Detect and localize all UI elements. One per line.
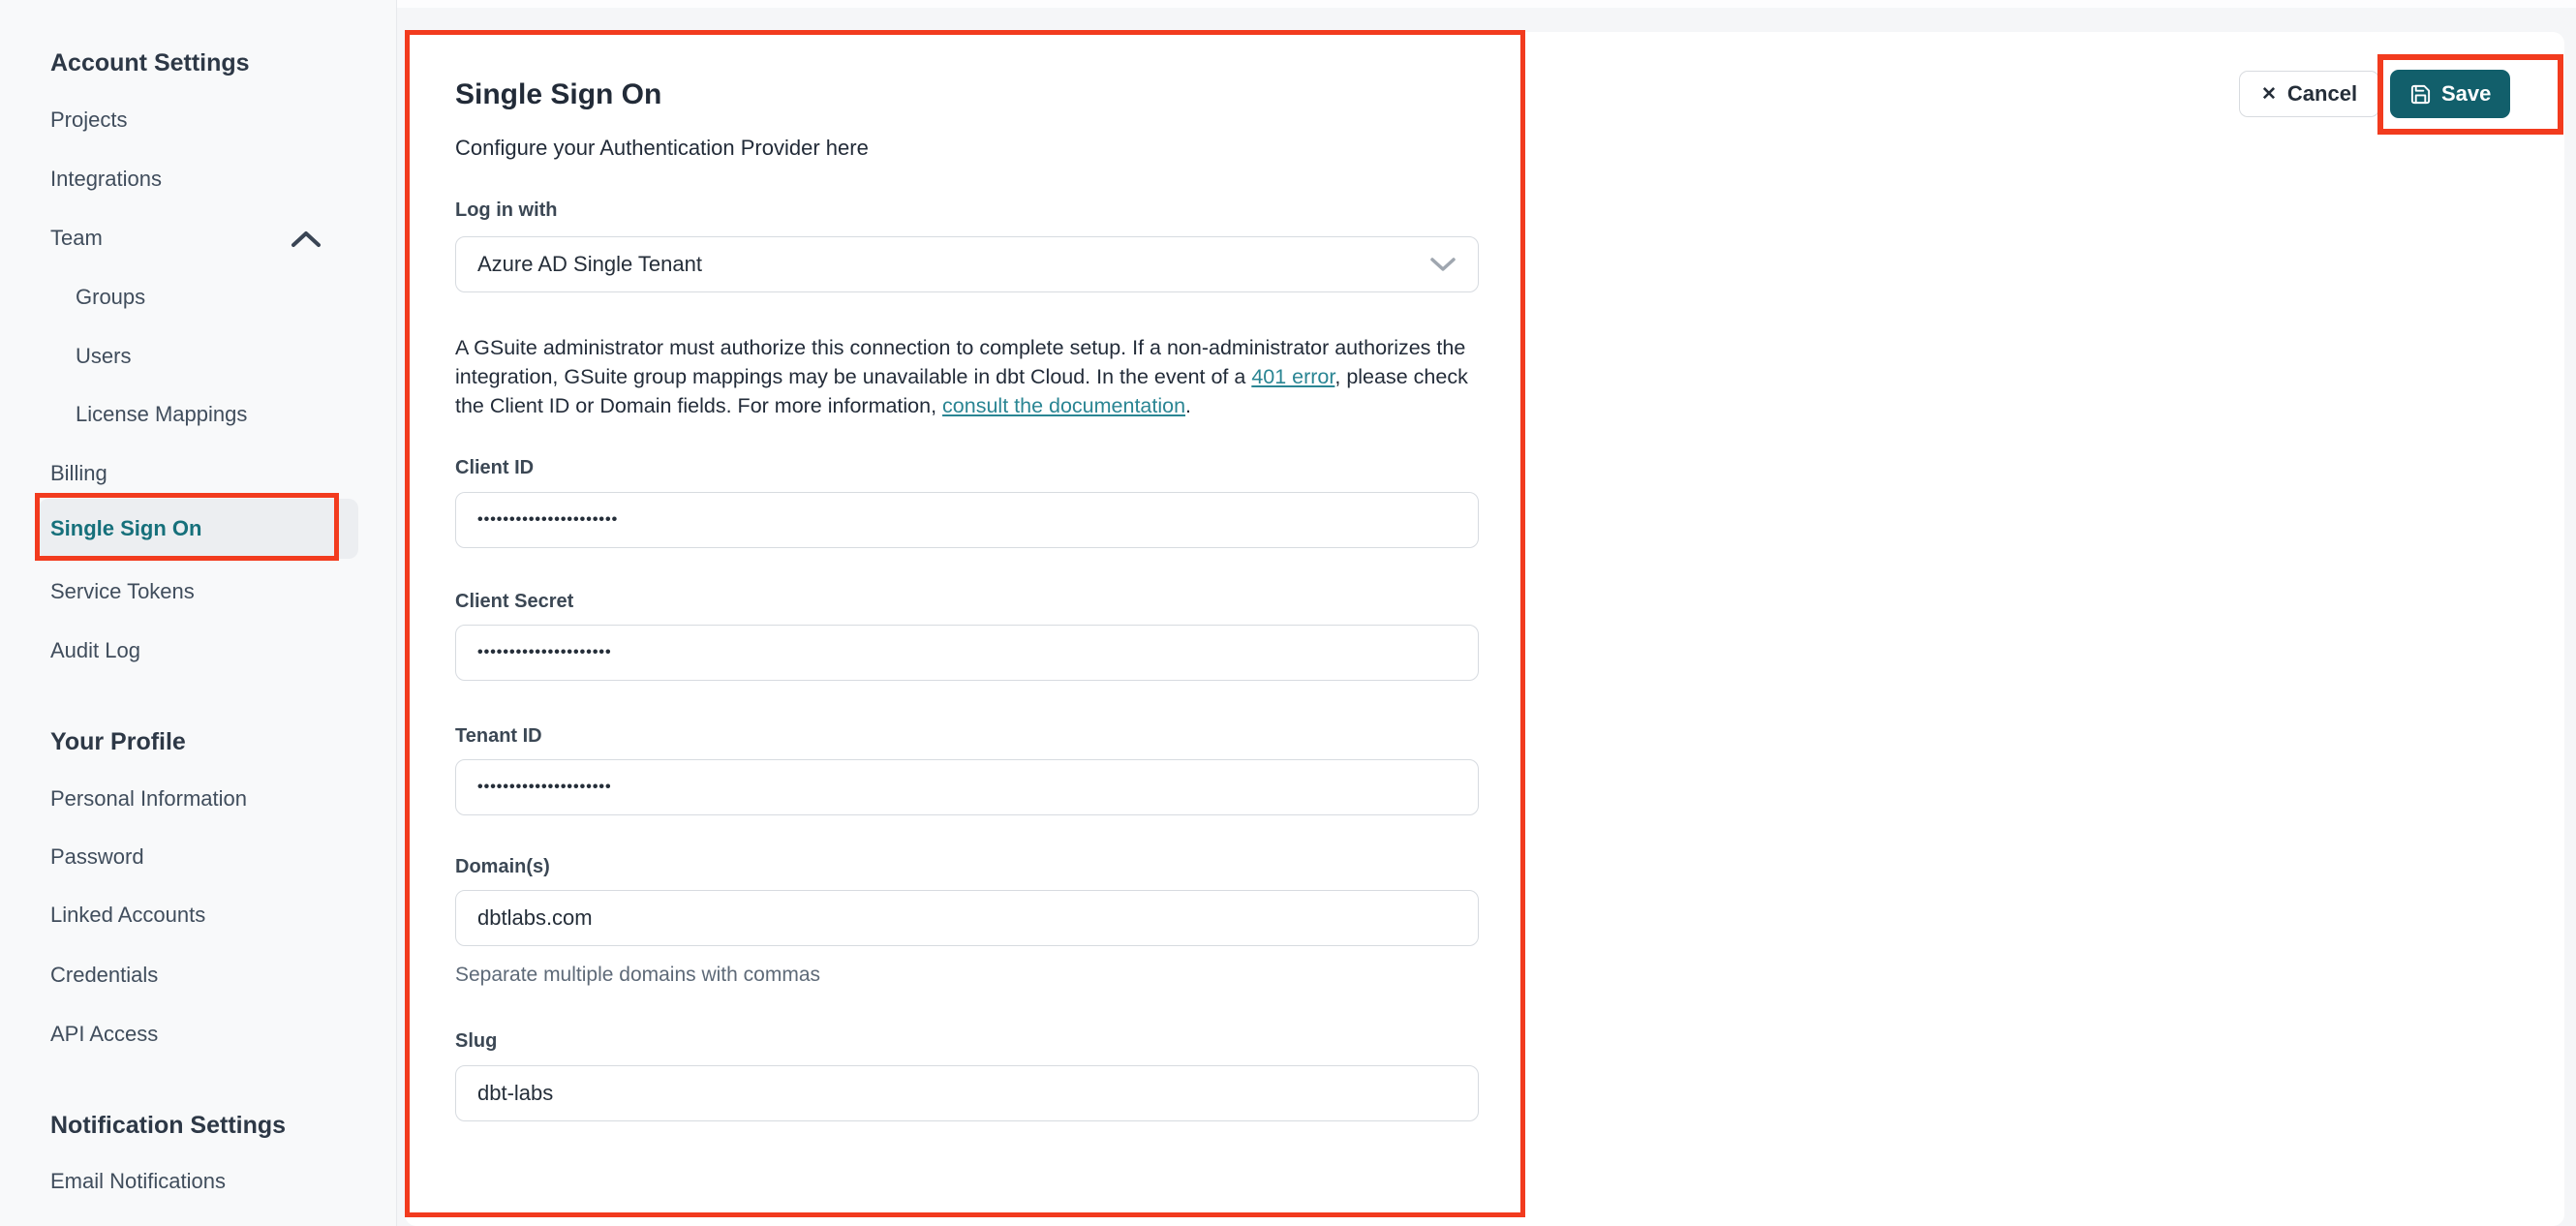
x-icon: ✕ (2261, 83, 2277, 105)
link-consult-documentation[interactable]: consult the documentation (942, 394, 1186, 417)
client-id-label: Client ID (455, 457, 535, 478)
save-icon (2409, 83, 2432, 106)
sidebar-item-password[interactable]: Password (50, 844, 144, 869)
sidebar-item-linked-accounts[interactable]: Linked Accounts (50, 903, 206, 927)
sidebar-item-billing[interactable]: Billing (50, 461, 107, 485)
tenant-id-label: Tenant ID (455, 725, 542, 747)
sidebar-item-groups[interactable]: Groups (76, 285, 146, 309)
chevron-down-icon (1429, 256, 1457, 273)
notice-text-3: . (1185, 394, 1192, 417)
sidebar-item-single-sign-on[interactable] (39, 499, 358, 559)
login-with-selected-value: Azure AD Single Tenant (477, 252, 702, 276)
tenant-id-input[interactable] (455, 759, 1479, 815)
client-secret-input[interactable] (455, 625, 1479, 681)
sidebar-item-integrations[interactable]: Integrations (50, 167, 162, 191)
sidebar-item-audit-log[interactable]: Audit Log (50, 638, 140, 662)
sidebar-item-service-tokens[interactable]: Service Tokens (50, 579, 195, 603)
cancel-button-label: Cancel (2286, 81, 2358, 106)
slug-label: Slug (455, 1030, 498, 1052)
sidebar-header-account-settings: Account Settings (50, 49, 250, 77)
login-with-select[interactable] (455, 236, 1479, 292)
save-button-label: Save (2441, 81, 2492, 106)
chevron-up-icon[interactable] (291, 230, 322, 249)
sidebar-item-team[interactable]: Team (50, 226, 103, 250)
sidebar-item-users[interactable]: Users (76, 344, 132, 368)
login-with-label: Log in with (455, 199, 558, 221)
sidebar-item-projects[interactable]: Projects (50, 107, 128, 132)
notice-text-1: A GSuite administrator must authorize this connection to complete setup. If a non-administrator authorizes the integration, GSuite group mappings may be unavailable in dbt Cloud. In the event of a (455, 336, 1466, 388)
sidebar-item-email-notifications[interactable]: Email Notifications (50, 1169, 226, 1193)
sidebar (0, 0, 397, 1226)
sidebar-item-single-sign-on-label: Single Sign On (50, 516, 202, 540)
sidebar-item-license-mappings[interactable]: License Mappings (76, 402, 248, 426)
save-button[interactable] (2390, 70, 2510, 118)
sidebar-header-your-profile: Your Profile (50, 728, 186, 755)
slug-input[interactable] (455, 1065, 1479, 1121)
client-id-input[interactable] (455, 492, 1479, 548)
sidebar-item-personal-information[interactable]: Personal Information (50, 786, 247, 811)
link-401-error[interactable]: 401 error (1251, 365, 1335, 388)
sidebar-item-api-access[interactable]: API Access (50, 1022, 159, 1046)
gsuite-notice (455, 333, 1493, 420)
page-subtitle: Configure your Authentication Provider here (455, 136, 869, 160)
page-title: Single Sign On (455, 78, 662, 110)
top-strip (397, 0, 2576, 8)
sidebar-item-credentials[interactable]: Credentials (50, 963, 159, 987)
cancel-button[interactable] (2239, 71, 2379, 117)
client-secret-label: Client Secret (455, 591, 574, 612)
domains-helper-text: Separate multiple domains with commas (455, 964, 820, 986)
domains-input[interactable] (455, 890, 1479, 946)
notice-text-2: , please check the Client ID or Domain fields. For more information, (455, 365, 1468, 417)
sidebar-header-notification-settings: Notification Settings (50, 1112, 287, 1139)
domains-label: Domain(s) (455, 856, 550, 877)
